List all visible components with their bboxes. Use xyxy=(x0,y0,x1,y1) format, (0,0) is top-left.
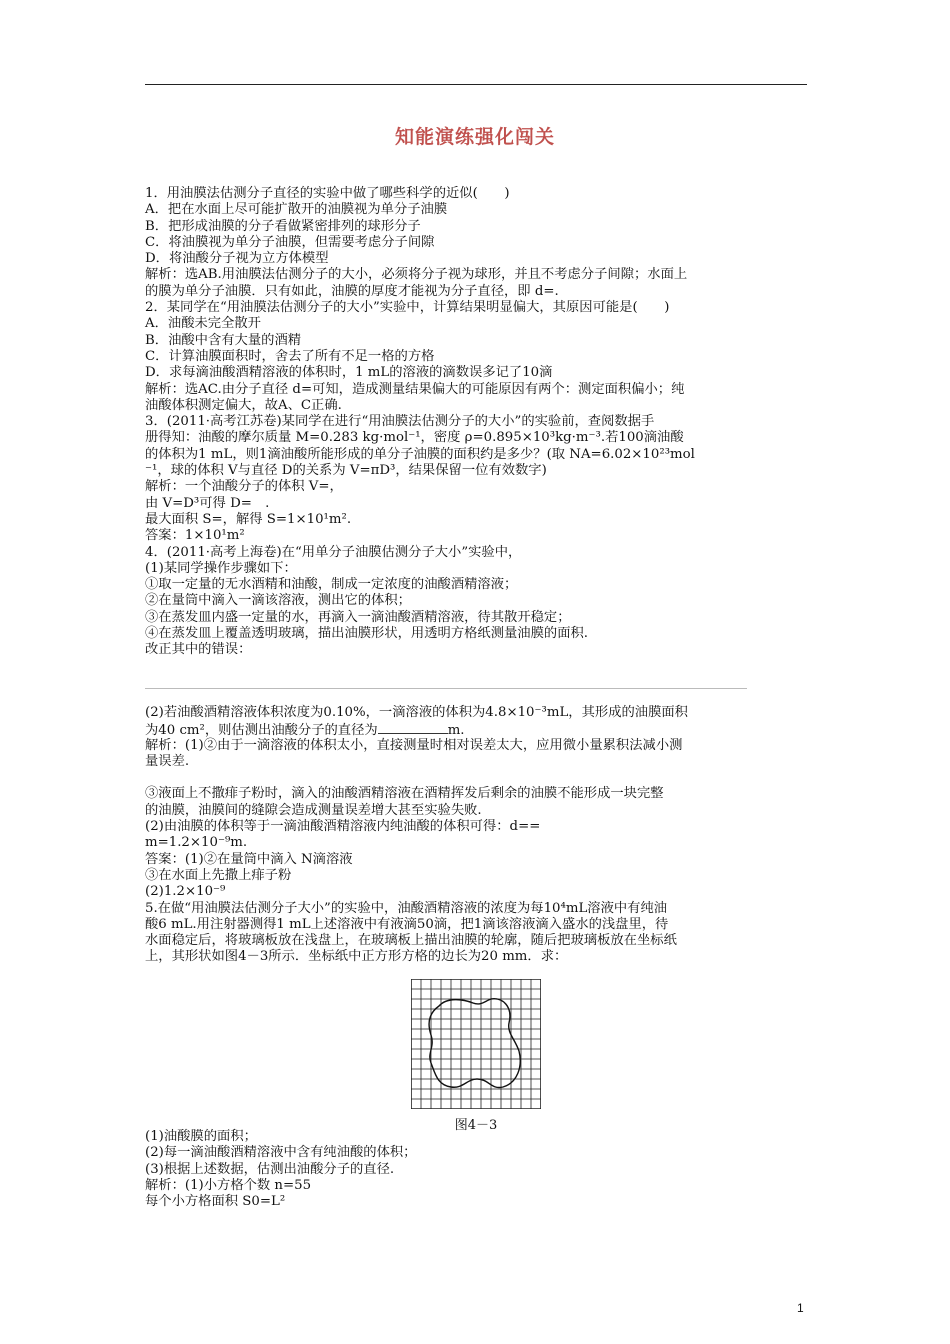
text-line: ④在蒸发皿上覆盖透明玻璃，描出油膜形状，用透明方格纸测量油膜的面积. xyxy=(145,626,589,642)
text-line: 水面稳定后，将玻璃板放在浅盘上，在玻璃板上描出油膜的轮廓，随后把玻璃板放在坐标纸 xyxy=(145,933,677,949)
text-line: 4．(2011·高考上海卷)在“用单分子油膜估测分子大小”实验中， xyxy=(145,544,522,560)
text-line: C．计算油膜面积时，舍去了所有不足一格的方格 xyxy=(145,348,435,364)
page-title: 知能演练强化闯关 xyxy=(394,126,555,148)
page-number: 1 xyxy=(797,1301,804,1315)
text-line: 解析：选AC.由分子直径 d=可知，造成测量结果偏大的可能原因有两个：测定面积偏小；纯 xyxy=(145,381,685,397)
text-line: 上，其形状如图4－3所示．坐标纸中正方形方格的边长为20 mm．求： xyxy=(145,949,568,965)
text-line: 册得知：油酸的摩尔质量 M=0.283 kg·mol⁻¹，密度 ρ=0.895×10³kg·m⁻³.若100滴油酸 xyxy=(145,430,684,446)
text-line: 改正其中的错误： xyxy=(145,642,252,658)
text-line xyxy=(145,770,810,786)
text-line: (1)某同学操作步骤如下： xyxy=(145,560,297,576)
text-line xyxy=(145,721,810,737)
text-line: B．油酸中含有大量的酒精 xyxy=(145,332,302,348)
text-line: (2)每一滴油酸酒精溶液中含有纯油酸的体积； xyxy=(145,1145,417,1161)
text-line: 的油膜，油膜间的缝隙会造成测量误差增大甚至实验失败. xyxy=(145,802,482,818)
text-line: 由 V=D³可得 D= . xyxy=(145,495,270,511)
text-segment: m. xyxy=(447,723,465,739)
text-line: 答案：(1)②在量筒中滴入 N滴溶液 xyxy=(145,851,353,867)
header-rule xyxy=(145,84,807,85)
figure-caption: 图4－3 xyxy=(454,1118,498,1133)
grid-lines xyxy=(411,979,541,1109)
text-line: D．将油酸分子视为立方体模型 xyxy=(145,251,329,267)
text-line: 油酸体积测定偏大，故A、C正确. xyxy=(145,397,342,413)
text-line: ①取一定量的无水酒精和油酸，制成一定浓度的油酸酒精溶液； xyxy=(145,577,518,593)
text-line: (2)1.2×10⁻⁹ xyxy=(145,884,226,900)
text-line: 量误差. xyxy=(145,753,190,769)
answer-line xyxy=(145,688,747,689)
text-line: 5.在做“用油膜法估测分子大小”的实验中，油酸酒精溶液的浓度为每10⁴mL溶液中有纯油 xyxy=(145,900,668,916)
text-line: (2)若油酸酒精溶液体积浓度为0.10%，一滴溶液的体积为4.8×10⁻³mL，其形成的油膜面积 xyxy=(145,705,688,720)
text-line: A．油酸未完全散开 xyxy=(145,316,261,332)
grid-oil-film-figure xyxy=(411,979,541,1109)
text-line: ③在蒸发皿内盛一定量的水，再滴入一滴油酸酒精溶液，待其散开稳定； xyxy=(145,609,571,625)
text-line: 1．用油膜法估测分子直径的实验中做了哪些科学的近似( ) xyxy=(145,186,510,201)
text-line: 解析：(1)②由于一滴溶液的体积太小，直接测量时相对误差太大，应用微小量累积法减小测 xyxy=(145,737,683,753)
text-line: 的体积为1 mL，则1滴油酸所能形成的单分子油膜的面积约是多少？(取 NA=6.02×10²³mol xyxy=(145,446,695,462)
text-line: A．把在水面上尽可能扩散开的油膜视为单分子油膜 xyxy=(145,202,448,218)
text-line: ③液面上不撒痱子粉时，滴入的油酸酒精溶液在酒精挥发后剩余的油膜不能形成一块完整 xyxy=(145,786,664,802)
text-line: 解析：选AB.用油膜法估测分子的大小，必须将分子视为球形，并且不考虑分子间隙；水面上 xyxy=(145,267,688,283)
text-line: 每个小方格面积 S0=L² xyxy=(145,1194,286,1210)
question-4-5-text xyxy=(145,705,810,966)
text-line: 2．某同学在“用油膜法估测分子的大小”实验中，计算结果明显偏大，其原因可能是( ) xyxy=(145,300,670,316)
text-line: 3．(2011·高考江苏卷)某同学在进行“用油膜法估测分子的大小”的实验前，查阅数据手 xyxy=(145,414,655,430)
text-line: 解析：一个油酸分子的体积 V=， xyxy=(145,479,343,495)
questions-1-to-4 xyxy=(145,186,810,659)
text-line: (1)油酸膜的面积； xyxy=(145,1129,257,1144)
text-line: (2)由油膜的体积等于一滴油酸酒精溶液内纯油酸的体积可得：d== xyxy=(145,819,541,835)
text-line: ③在水面上先撒上痱子粉 xyxy=(145,867,292,883)
text-line: D．求每滴油酸酒精溶液的体积时，1 mL的溶液的滴数误多记了10滴 xyxy=(145,365,553,381)
text-line: 最大面积 S=，解得 S=1×10¹m². xyxy=(145,511,352,527)
text-line: ②在量筒中滴入一滴该溶液，测出它的体积； xyxy=(145,593,411,609)
oil-film-outline xyxy=(429,999,520,1088)
text-line: (3)根据上述数据，估测出油酸分子的直径. xyxy=(145,1161,395,1177)
text-line: 的膜为单分子油膜．只有如此，油膜的厚度才能视为分子直径，即 d=. xyxy=(145,283,559,299)
text-line: 答案：1×10¹m² xyxy=(145,528,245,544)
text-segment: 为40 cm²，则估测出油酸分子的直径为 xyxy=(145,723,378,739)
question-5-items xyxy=(145,1129,810,1210)
text-line: m=1.2×10⁻⁹m. xyxy=(145,835,248,851)
answer-blank xyxy=(378,721,448,734)
text-line: B．把形成油膜的分子看做紧密排列的球形分子 xyxy=(145,218,421,234)
text-line: 解析：(1)小方格个数 n=55 xyxy=(145,1177,312,1193)
text-line: 酸6 mL.用注射器测得1 mL上述溶液中有液滴50滴，把1滴该溶液滴入盛水的浅盘里，待 xyxy=(145,916,669,932)
text-line: ⁻¹，球的体积 V与直径 D的关系为 V=πD³，结果保留一位有效数字) xyxy=(145,463,547,479)
text-line: C．将油膜视为单分子油膜，但需要考虑分子间隙 xyxy=(145,234,435,250)
